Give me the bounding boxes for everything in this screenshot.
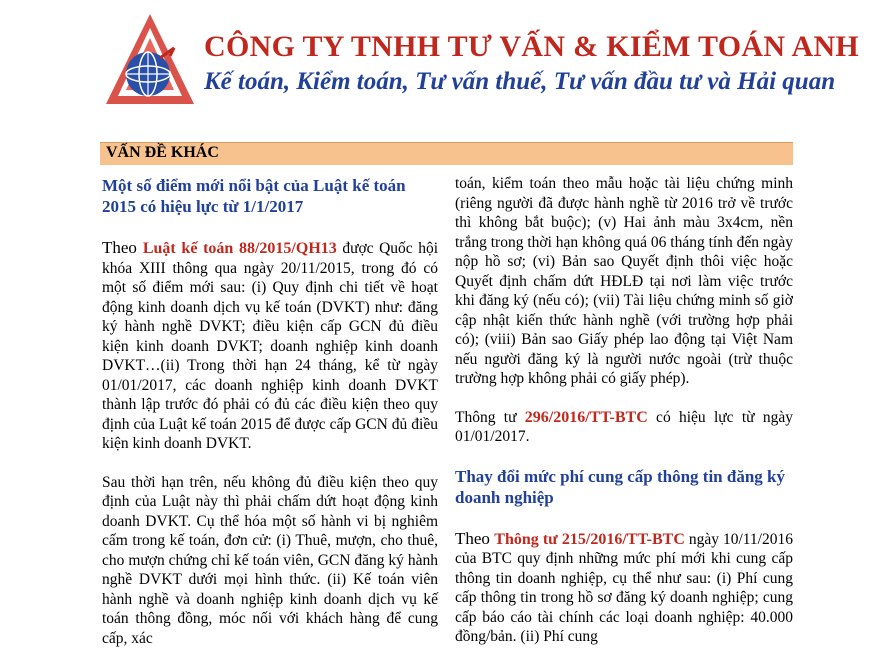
law-reference: Luật kế toán 88/2015/QH13	[142, 240, 337, 257]
section-bar	[100, 142, 793, 165]
law-reference: Thông tư 215/2016/TT-BTC	[494, 530, 685, 548]
left-column	[102, 175, 438, 667]
article-paragraph-continued: toán, kiểm toán theo mẫu hoặc tài liệu chứng minh (riêng người đã được hành nghề từ 2016 trở về trước thì không bắt buộc); (v) Hai ảnh màu 3x4cm, nền trắng trong thời hạn không quá 06 tháng tính đến ngày nộp hồ sơ; (vi) Bản sao Quyết định thôi việc hoặc Quyết định chấm dứt HĐLĐ tại nơi làm việc trước khi đăng ký (nếu có); (vii) Tài liệu chứng minh số giờ cập nhật kiến thức hành nghề (với trường hợp phải có); (viii) Bản sao Giấy phép lao động tại Việt Nam nếu người đăng ký là người nước ngoài (trừ thuộc trường hợp không phải có giấy phép).	[455, 175, 793, 387]
section-title: VẤN ĐỀ KHÁC	[106, 144, 219, 161]
article-paragraph: Sau thời hạn trên, nếu không đủ điều kiện theo quy định của Luật này thì phải chấm dứt hoạt động kinh doanh DVKT. Cụ thể hóa một số hành vi bị nghiêm cấm trong kế toán, đơn cử: (i) Thuê, mượn, cho thuê, cho mượn chứng chỉ kế toán viên, GCN đăng ký hành nghề DVKT dưới mọi hình thức. (ii) Kế toán viên hành nghề và doanh nghiệp kinh doanh dịch vụ kế toán thông đồng, móc nối với khách hàng để cung cấp, xác	[102, 473, 438, 647]
article-paragraph: Theo Thông tư 215/2016/TT-BTC ngày 10/11/2016 của BTC quy định những mức phí mới khi cung cấp thông tin doanh nghiệp, cụ thể như sau: (i) Phí cung cấp thông tin trong hồ sơ đăng ký doanh nghiệp; cung cấp báo cáo tài chính các loại doanh nghiệp: 40.000 đồng/bản. (ii) Phí cung	[455, 528, 793, 645]
globe-triangle-logo-icon	[104, 12, 196, 108]
article-paragraph: Theo Luật kế toán 88/2015/QH13 được Quốc hội khóa XIII thông qua ngày 20/11/2015, trong đó có một số điểm mới sau: (i) Quy định chi tiết về hoạt động kinh doanh dịch vụ kế toán (DVKT) như: đăng ký hành nghề DVKT; điều kiện cấp GCN đủ điều kiện kinh doanh DVKT; doanh nghiệp kinh doanh DVKT…(ii) Trong thời hạn 24 tháng, kể từ ngày 01/01/2017, các doanh nghiệp kinh doanh DVKT thành lập trước đó phải có đủ các điều kiện theo quy định của Luật kế toán 2015 để được cấp GCN đủ điều kiện kinh doanh DVKT.	[102, 238, 439, 452]
company-name: CÔNG TY TNHH TƯ VẤN & KIỂM TOÁN ANH	[204, 30, 860, 63]
article-paragraph: Thông tư 296/2016/TT-BTC có hiệu lực từ ngày 01/01/2017.	[455, 408, 793, 445]
law-reference: 296/2016/TT-BTC	[524, 408, 648, 426]
article-title-phi-thong-tin: Thay đổi mức phí cung cấp thông tin đăng ký doanh nghiệp	[455, 466, 785, 507]
company-tagline: Kế toán, Kiểm toán, Tư vấn thuế, Tư vấn đầu tư và Hải quan	[204, 68, 836, 95]
right-column	[455, 174, 793, 666]
page-header	[0, 0, 893, 125]
article-title-luat-ke-toan: Một số điểm mới nổi bật của Luật kế toán 2015 có hiệu lực từ 1/1/2017	[102, 176, 406, 216]
